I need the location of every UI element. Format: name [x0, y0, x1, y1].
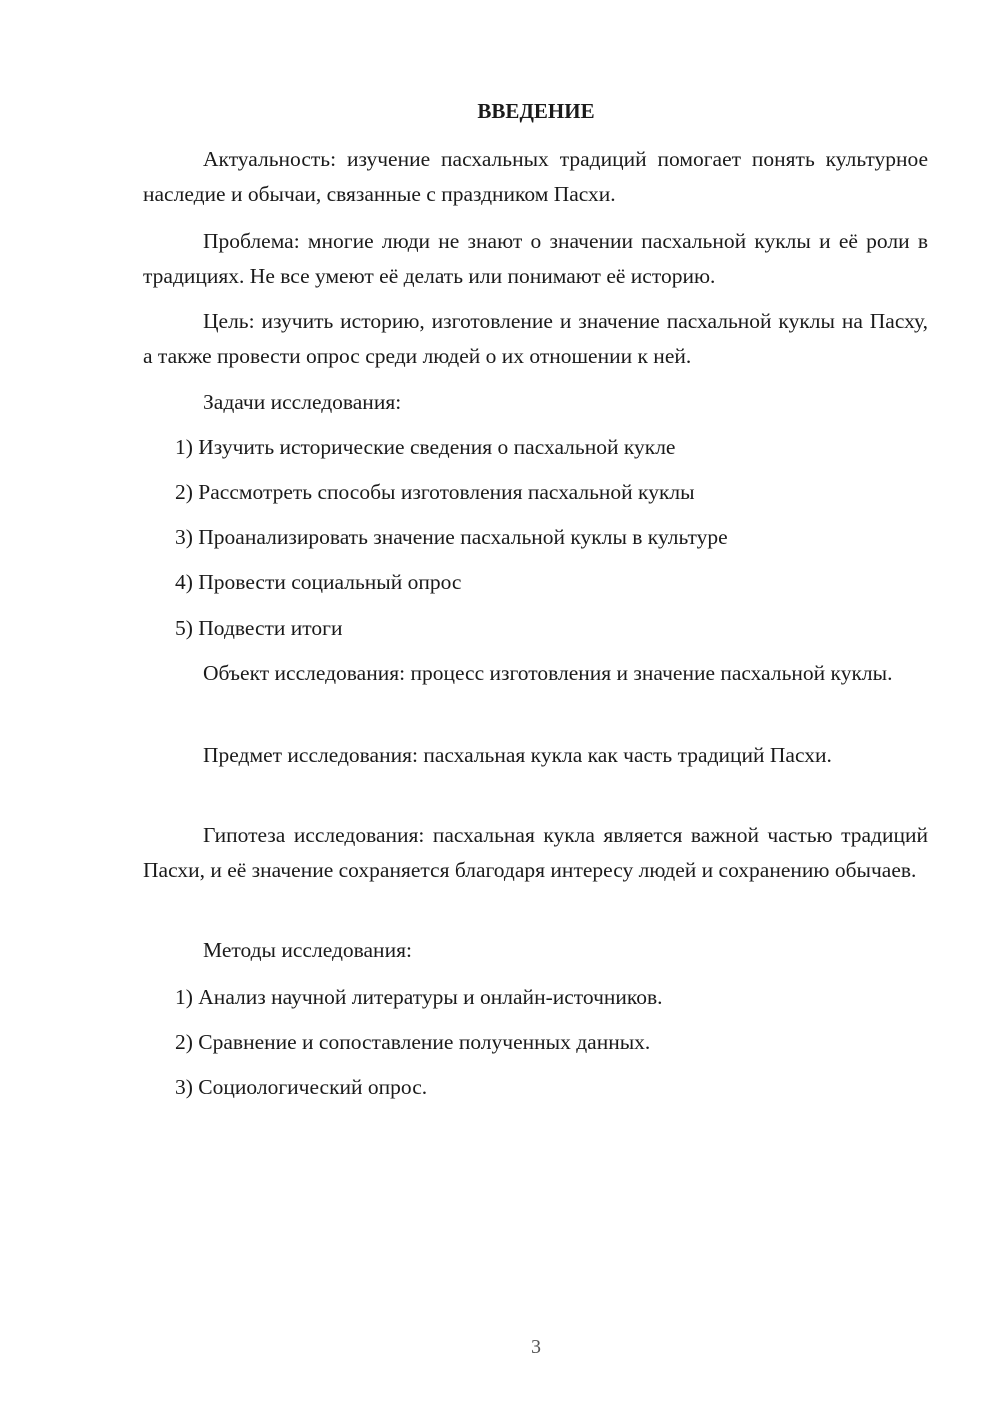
hypothesis-paragraph: Гипотеза исследования: пасхальная кукла является важной частью традиций Пасхи, и её значение сохраняется благодаря интересу людей и сохранению обычаев.	[143, 823, 928, 882]
method-item: 1) Анализ научной литературы и онлайн-источников.	[175, 985, 663, 1009]
task-item: 2) Рассмотреть способы изготовления пасхальной куклы	[175, 480, 695, 504]
subject-paragraph: Предмет исследования: пасхальная кукла как часть традиций Пасхи.	[203, 743, 832, 767]
problem-paragraph: Проблема: многие люди не знают о значении пасхальной куклы и её роли в традициях. Не все умеют её делать или понимают её историю.	[143, 229, 928, 288]
task-item: 3) Проанализировать значение пасхальной куклы в культуре	[175, 525, 728, 549]
tasks-heading: Задачи исследования:	[203, 390, 402, 414]
relevance-paragraph: Актуальность: изучение пасхальных традиций помогает понять культурное наследие и обычаи, связанные с праздником Пасхи.	[143, 147, 928, 206]
section-title: ВВЕДЕНИЕ	[477, 99, 595, 123]
task-item: 5) Подвести итоги	[175, 616, 343, 640]
goal-paragraph: Цель: изучить историю, изготовление и значение пасхальной куклы на Пасху, а также провести опрос среди людей о их отношении к ней.	[143, 309, 928, 368]
task-item: 4) Провести социальный опрос	[175, 570, 462, 594]
method-item: 3) Социологический опрос.	[175, 1075, 428, 1099]
method-item: 2) Сравнение и сопоставление полученных данных.	[175, 1030, 651, 1054]
page-number: 3	[531, 1336, 541, 1358]
task-item: 1) Изучить исторические сведения о пасхальной кукле	[175, 435, 676, 459]
methods-heading: Методы исследования:	[203, 938, 412, 962]
object-paragraph: Объект исследования: процесс изготовления и значение пасхальной куклы.	[203, 661, 893, 685]
